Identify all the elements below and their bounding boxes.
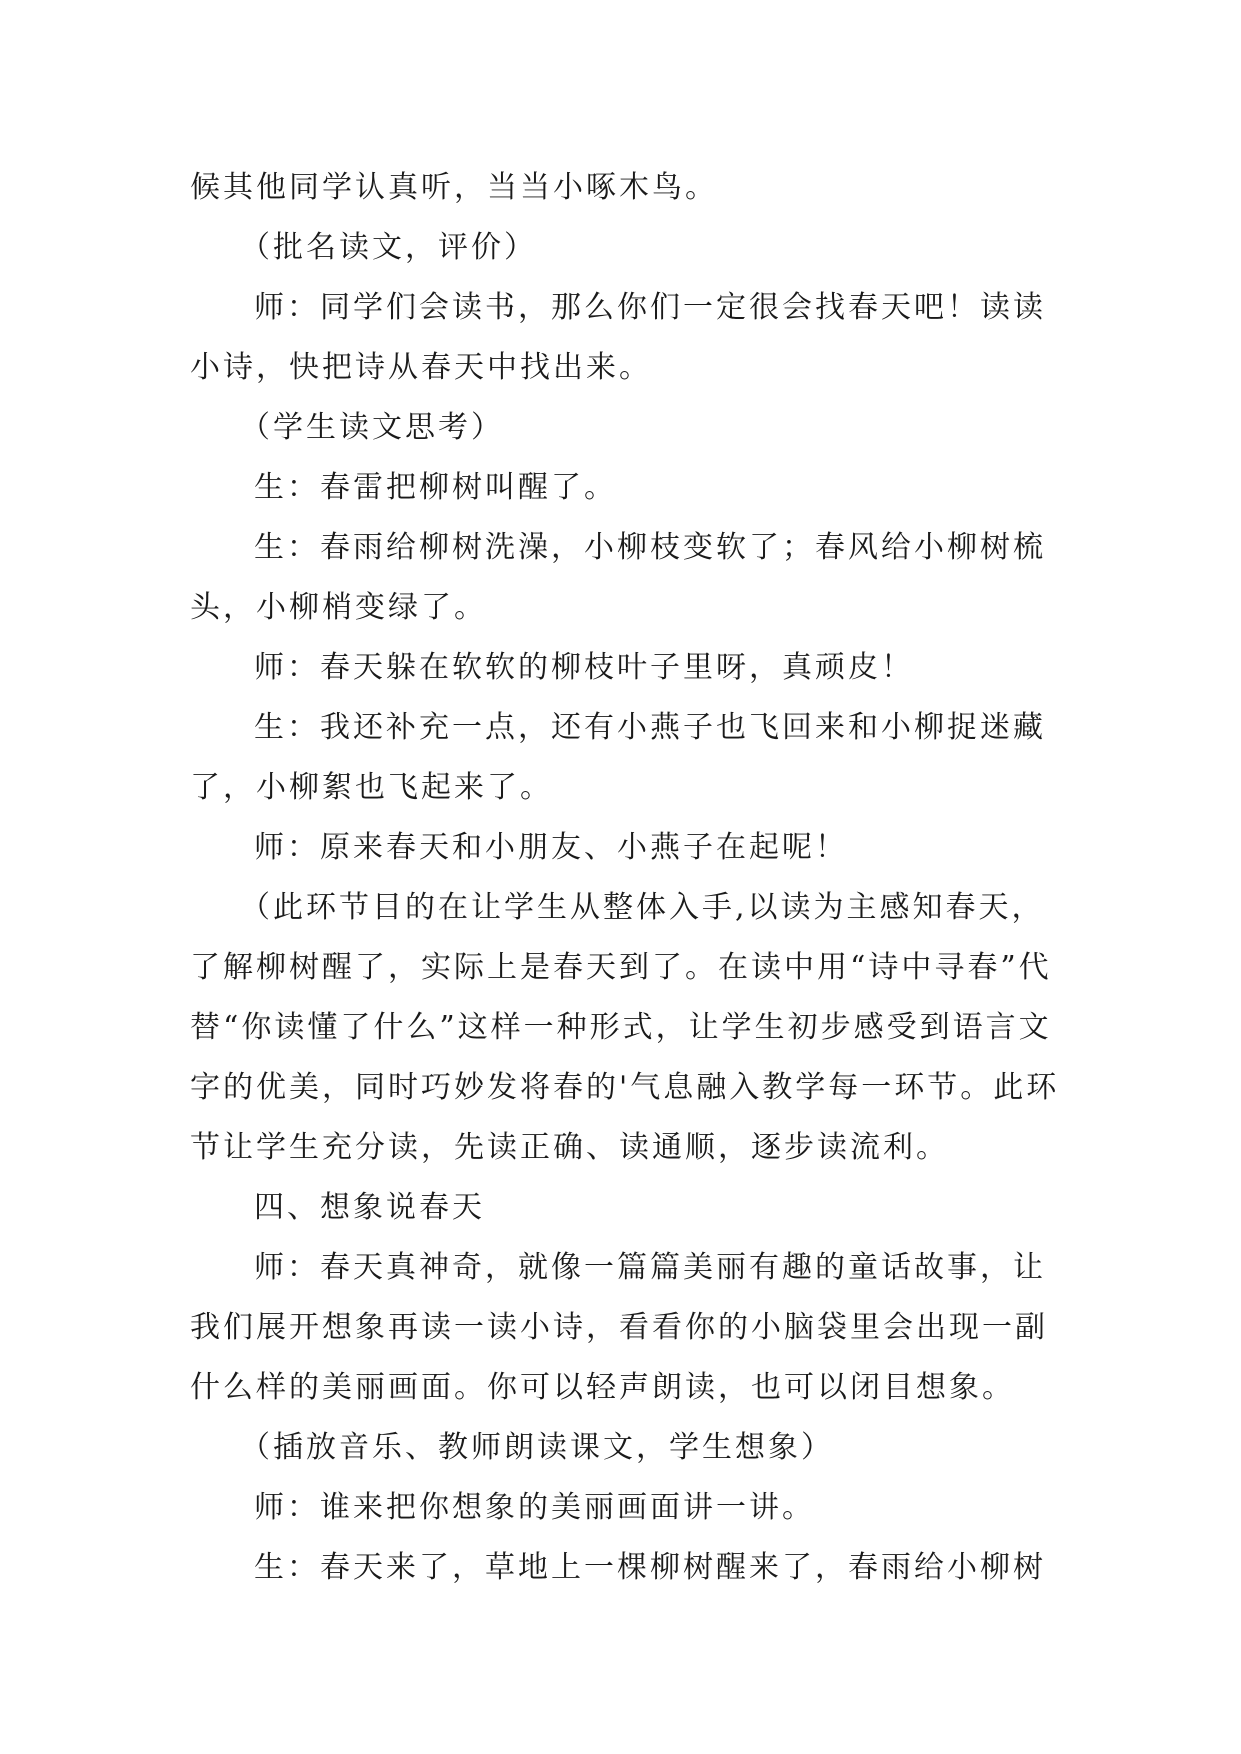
paragraph: 师：原来春天和小朋友、小燕子在起呢！: [254, 830, 848, 865]
paragraph: （此环节目的在让学生从整体入手,以读为主感知春天，了解柳树醒了，实际上是春天到了。在读中用“诗中寻春”代替“你读懂了什么”这样一种形式，让学生初步感受到语言文字的优美，同时巧妙发将春的'气息融入教学每一环节。此环节让学生充分读，先读正确、读通顺，逐步读流利。: [190, 890, 1060, 1165]
paragraph: 师：谁来把你想象的美丽画面讲一讲。: [254, 1490, 815, 1525]
paragraph: 生：我还补充一点，还有小燕子也飞回来和小柳捉迷藏了，小柳絮也飞起来了。: [190, 710, 1046, 805]
paragraph: 生：春天来了，草地上一棵柳树醒来了，春雨给小柳树: [254, 1550, 1046, 1585]
paragraph: 候其他同学认真听，当当小啄木鸟。: [190, 170, 718, 205]
paragraph: 师：同学们会读书，那么你们一定很会找春天吧！读读小诗，快把诗从春天中找出来。: [190, 290, 1046, 385]
paragraph: （插放音乐、教师朗读课文，学生想象）: [240, 1430, 834, 1465]
paragraph: 生：春雨给柳树洗澡，小柳枝变软了；春风给小柳树梳头，小柳梢变绿了。: [190, 530, 1046, 625]
paragraph: 生：春雷把柳树叫醒了。: [254, 470, 617, 505]
paragraph: 师：春天躲在软软的柳枝叶子里呀，真顽皮！: [254, 650, 914, 685]
paragraph: （学生读文思考）: [240, 410, 504, 445]
paragraph: （批名读文，评价）: [240, 230, 537, 265]
section-heading: 四、想象说春天: [254, 1190, 485, 1225]
paragraph: 师：春天真神奇，就像一篇篇美丽有趣的童话故事，让我们展开想象再读一读小诗，看看你的小脑袋里会出现一副什么样的美丽画面。你可以轻声朗读，也可以闭目想象。: [190, 1250, 1048, 1405]
document-body: [190, 158, 1070, 1598]
